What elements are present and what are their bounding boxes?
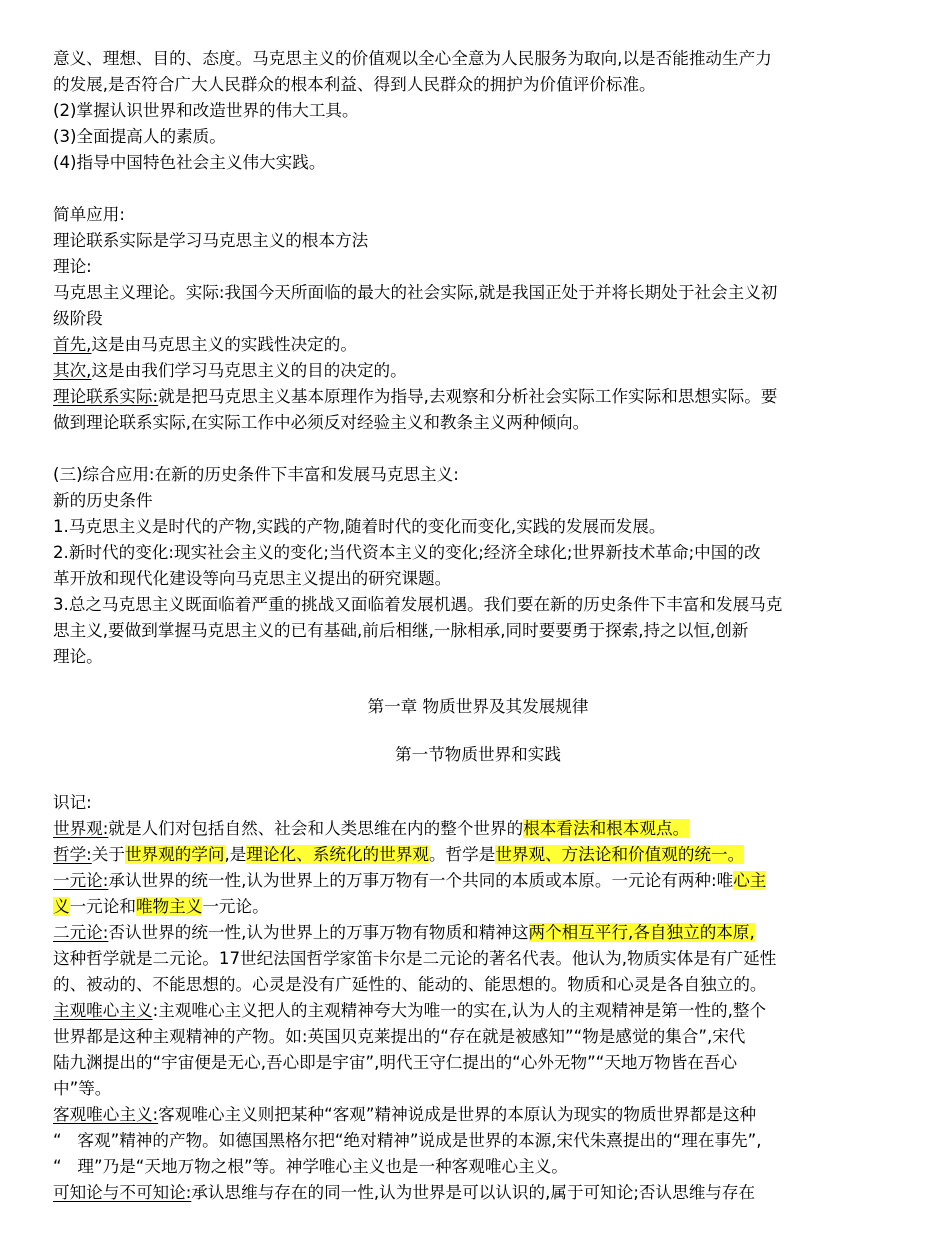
worldview-highlight: 根本看法和根本观点: [523, 819, 673, 838]
subjective-idealism-def: [53, 998, 903, 1024]
theory-label: 理论:: [53, 257, 92, 276]
second-text: 这是由我们学习马克思主义的目的决定的。: [91, 361, 407, 380]
objective-idealism-text: 客观唯心主义则把某种“客观”精神说成是世界的本原认为现实的物质世界都是这种: [158, 1105, 757, 1124]
monism-def: [53, 868, 903, 894]
spacer: [53, 436, 903, 462]
comprehensive-point-2a: 2.新时代的变化:现实社会主义的变化;当代资本主义的变化;经济全球化;世界新技术革命;中国的改: [53, 543, 761, 562]
dualism-highlight: 两个相互平行,各自独立的本原,: [528, 923, 755, 942]
philosophy-text-a: 关于: [91, 845, 125, 864]
comprehensive-point-2b: 革开放和现代化建设等向马克思主义提出的研究课题。: [53, 569, 452, 588]
philosophy-end: 。: [727, 845, 745, 864]
knowability-text: 承认思维与存在的同一性,认为世界是可以认识的,属于可知论;否认思维与存在: [191, 1183, 756, 1202]
subjective-idealism-text-c: 陆九渊提出的“宇宙便是无心,吾心即是宇宙”,明代王守仁提出的“心外无物”“天地万物皆在吾心: [53, 1053, 738, 1072]
monism-highlight-1b: 义: [53, 897, 70, 916]
objective-idealism-term: 客观唯心主义:: [53, 1105, 159, 1124]
philosophy-highlight-2: 理论化、系统化的世界观: [246, 845, 429, 864]
spacer: [53, 176, 903, 202]
intro-item-2: (2)掌握认识世界和改造世界的伟大工具。: [53, 101, 359, 120]
worldview-end: 。: [672, 819, 690, 838]
philosophy-text-b: ,是: [224, 845, 247, 864]
section-title: 第一节物质世界和实践: [395, 745, 561, 764]
subjective-idealism-text-b: 世界都是这种主观精神的产物。如:英国贝克莱提出的“存在就是被感知”“物是感觉的集合”,宋代: [53, 1027, 746, 1046]
comprehensive-sub: 新的历史条件: [53, 491, 153, 510]
simple-topic: 理论联系实际是学习马克思主义的根本方法: [53, 231, 369, 250]
objective-idealism-def: [53, 1102, 903, 1128]
dualism-def: [53, 920, 903, 946]
comprehensive-point-1: 1.马克思主义是时代的产物,实践的产物,随着时代的变化而变化,实践的发展而发展。: [53, 517, 666, 536]
theory-practice-text-2: 做到理论联系实际,在实际工作中必须反对经验主义和教条主义两种倾向。: [53, 413, 590, 432]
dualism-term: 二元论:: [53, 923, 109, 942]
intro-line-2: 的发展,是否符合广大人民群众的根本利益、得到人民群众的拥护为价值评价标准。: [53, 75, 656, 94]
comprehensive-point-3c: 理论。: [53, 647, 103, 666]
philosophy-text-c: 。哲学是: [428, 845, 496, 864]
monism-term: 一元论:: [53, 871, 109, 890]
subjective-idealism-text: :主观唯心主义把人的主观精神夸大为唯一的实在,认为人的主观精神是第一性的,整个: [152, 1001, 767, 1020]
objective-idealism-text-b: “ 客观”精神的产物。如德国黑格尔把“绝对精神”说成是世界的本源,宋代朱熹提出的“理在事先”,: [53, 1131, 762, 1150]
philosophy-term: 哲学:: [53, 845, 92, 864]
monism-highlight-2: 唯物主义: [135, 897, 203, 916]
worldview-text: 就是人们对包括自然、社会和人类思维在内的整个世界的: [108, 819, 524, 838]
objective-idealism-text-c: “ 理”乃是“天地万物之根”等。神学唯心主义也是一种客观唯心主义。: [53, 1157, 568, 1176]
chapter-title: 第一章 物质世界及其发展规律: [367, 697, 589, 716]
philosophy-def: [53, 842, 903, 868]
intro-item-3: (3)全面提高人的素质。: [53, 127, 226, 146]
philosophy-highlight-3: 世界观、方法论和价值观的统一: [495, 845, 728, 864]
knowability-def: [53, 1180, 903, 1206]
comprehensive-point-3a: 3.总之马克思主义既面临着严重的挑战又面临着发展机遇。我们要在新的历史条件下丰富和发展马克: [53, 595, 783, 614]
theory-practice-def: [53, 384, 903, 410]
comprehensive-point-3b: 思主义,要做到掌握马克思主义的已有基础,前后相继,一脉相承,同时要要勇于探索,持之以恒,创新: [53, 621, 749, 640]
dualism-text-b: 这种哲学就是二元论。17世纪法国哲学家笛卡尔是二元论的著名代表。他认为,物质实体是有广延性: [53, 949, 777, 968]
theory-text-2: 级阶段: [53, 309, 103, 328]
intro-line-1: 意义、理想、目的、态度。马克思主义的价值观以全心全意为人民服务为取向,以是否能推动生产力: [53, 49, 772, 68]
dualism-text-c: 的、被动的、不能思想的。心灵是没有广延性的、能动的、能思想的。物质和心灵是各自独立的。: [53, 975, 767, 994]
second-term: 其次,: [53, 361, 92, 380]
worldview-def: [53, 816, 903, 842]
intro-item-4: (4)指导中国特色社会主义伟大实践。: [53, 153, 326, 172]
monism-highlight-1: 心主: [733, 871, 767, 890]
monism-text-c: 一元论。: [202, 897, 269, 916]
philosophy-highlight-1: 世界观的学问: [124, 845, 225, 864]
memorize-label: 识记:: [53, 793, 92, 812]
knowability-term: 可知论与不可知论:: [53, 1183, 192, 1202]
first-text: 这是由马克思主义的实践性决定的。: [91, 335, 357, 354]
comprehensive-heading: (三)综合应用:在新的历史条件下丰富和发展马克思主义:: [53, 465, 459, 484]
monism-text-b: 一元论和: [69, 897, 136, 916]
theory-practice-term: 理论联系实际:: [53, 387, 159, 406]
worldview-term: 世界观:: [53, 819, 109, 838]
subjective-idealism-text-d: 中”等。: [53, 1079, 112, 1098]
theory-practice-text: 就是把马克思主义基本原理作为指导,去观察和分析社会实际工作实际和思想实际。要: [158, 387, 778, 406]
subjective-idealism-term: 主观唯心主义: [53, 1001, 153, 1020]
second-reason: [53, 358, 903, 384]
dualism-text: 否认世界的统一性,认为世界上的万事万物有物质和精神这: [108, 923, 529, 942]
document-page: [53, 46, 903, 1206]
monism-text: 承认世界的统一性,认为世界上的万事万物有一个共同的本质或本原。一元论有两种:唯: [108, 871, 734, 890]
simple-application-heading: 简单应用:: [53, 205, 125, 224]
monism-def-2: [53, 894, 903, 920]
first-reason: [53, 332, 903, 358]
theory-text-1: 马克思主义理论。实际:我国今天所面临的最大的社会实际,就是我国正处于并将长期处于社会主义初: [53, 283, 778, 302]
first-term: 首先,: [53, 335, 92, 354]
